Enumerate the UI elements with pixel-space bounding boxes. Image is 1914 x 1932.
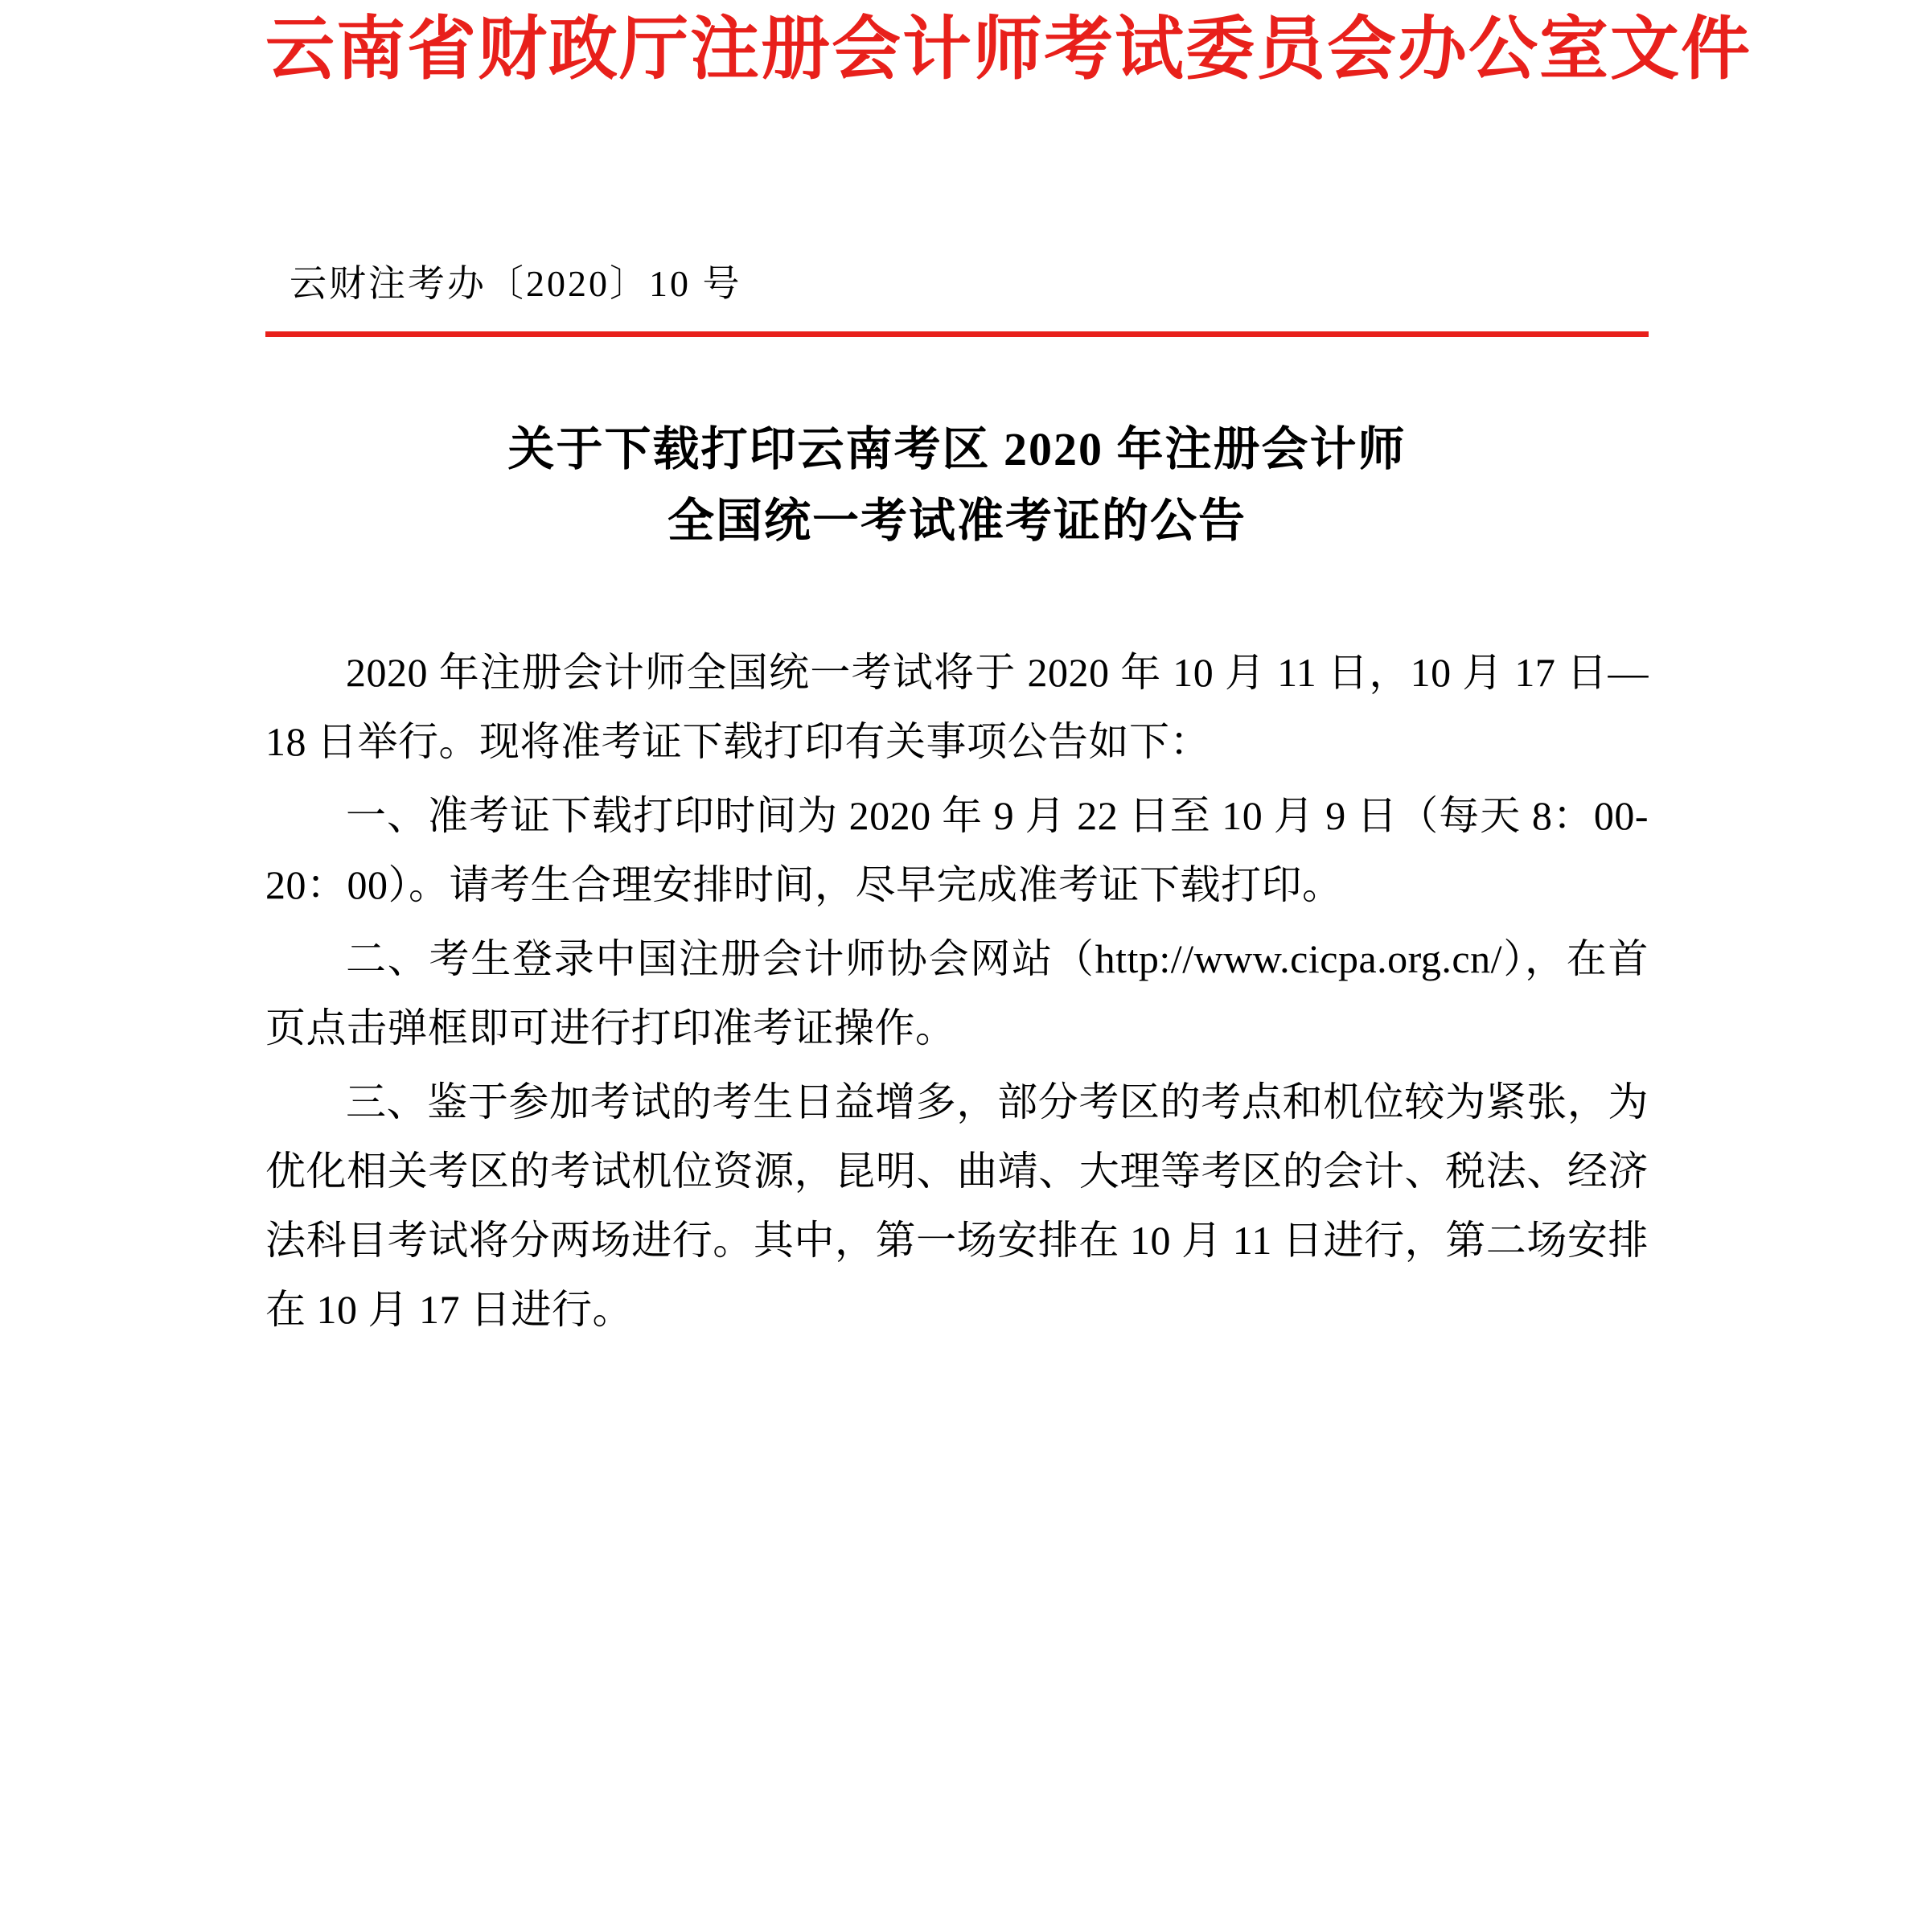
document-body [265, 638, 1649, 1344]
document-number-row [265, 254, 1649, 307]
paragraph-item-3: 三、鉴于参加考试的考生日益增多，部分考区的考点和机位较为紧张，为优化相关考区的考试机位资源，昆明、曲靖、大理等考区的会计、税法、经济法科目考试将分两场进行。其中，第一场安排在 10 月 11 日进行，第二场安排在 10 月 17 日进行。 [265, 1079, 1649, 1333]
paragraph-intro: 2020 年注册会计师全国统一考试将于 2020 年 10 月 11 日，10 月 17 日—18 日举行。现将准考证下载打印有关事项公告如下： [265, 650, 1649, 765]
page-title-line-2: 全国统一考试准考证的公告 [667, 495, 1247, 548]
paragraph-item-2: 二、考生登录中国注册会计师协会网站（http://www.cicpa.org.cn/），在首页点击弹框即可进行打印准考证操作。 [265, 936, 1649, 1051]
page-title-line-1: 关于下载打印云南考区 2020 年注册会计师 [507, 422, 1407, 475]
issuing-authority-title: 云南省财政厅注册会计师考试委员会办公室文件 [265, 10, 1752, 88]
document-number: 云财注考办〔2020〕10 号 [290, 262, 742, 304]
document-header [265, 0, 1752, 93]
page-title [265, 413, 1649, 558]
red-divider-rule [265, 331, 1649, 337]
paragraph-item-1: 一、准考证下载打印时间为 2020 年 9 月 22 日至 10 月 9 日（每天 8：00-20：00）。请考生合理安排时间，尽早完成准考证下载打印。 [265, 793, 1649, 908]
